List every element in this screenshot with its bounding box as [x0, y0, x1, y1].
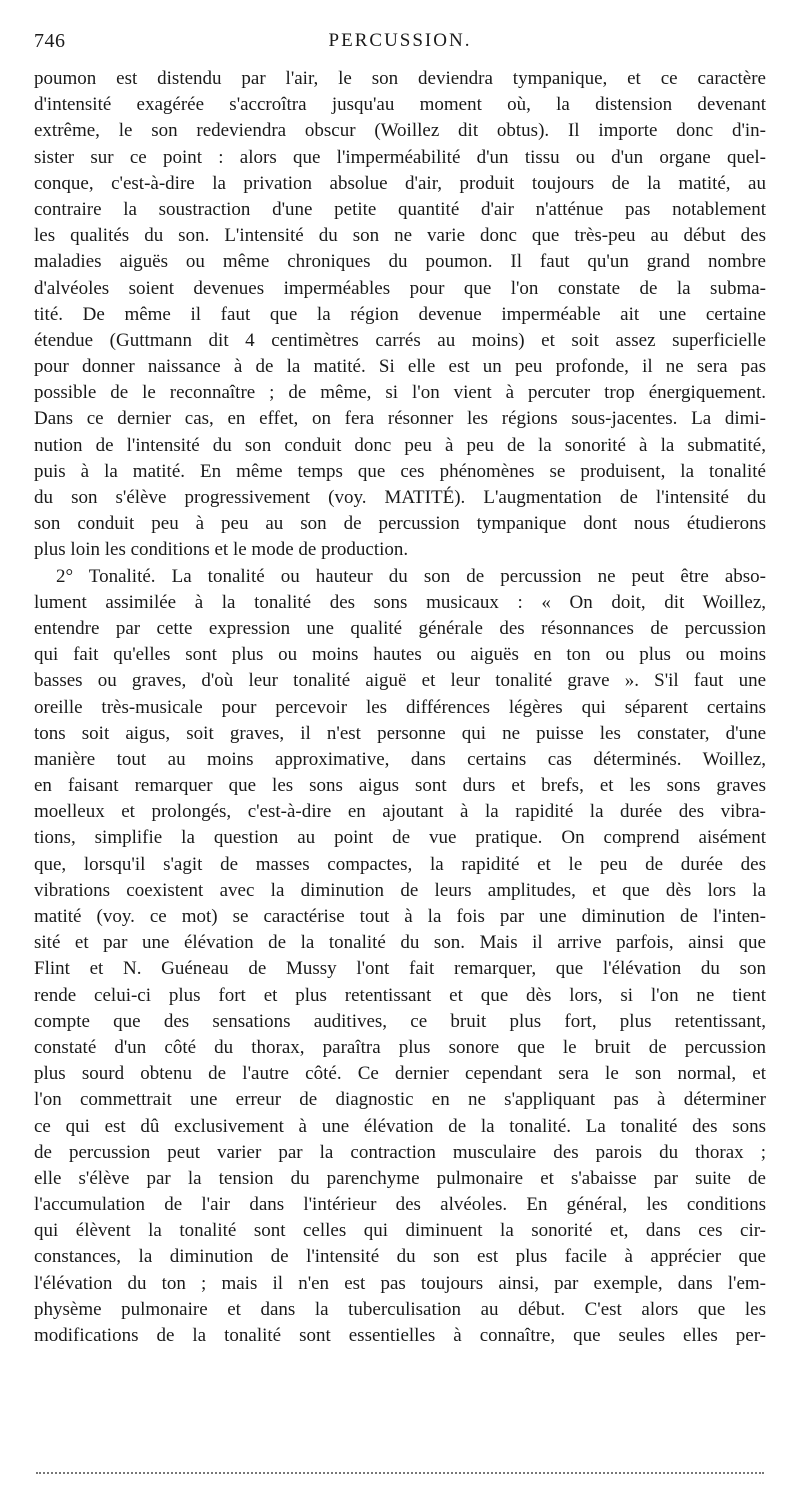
text-line: l'élévation du ton ; mais il n'en est pas toujours ainsi, par exemple, dans l'em-: [34, 1272, 766, 1294]
text-line: que, lorsqu'il s'agit de masses compactes, la rapidité et le peu de durée des: [34, 853, 766, 875]
text-line: lument assimilée à la tonalité des sons musicaux : « On doit, dit Woillez,: [34, 591, 766, 613]
text-line: Flint et N. Guéneau de Mussy l'ont fait remarquer, que l'élévation du son: [34, 958, 766, 980]
text-line: sité et par une élévation de la tonalité du son. Mais il arrive parfois, ainsi que: [34, 932, 766, 954]
text-line: plus loin les conditions et le mode de production.: [34, 539, 409, 561]
text-line: compte que des sensations auditives, ce bruit plus fort, plus retentissant,: [34, 1010, 766, 1032]
text-line: tions, simplifie la question au point de vue pratique. On comprend aisément: [34, 827, 766, 849]
text-line: constaté d'un côté du thorax, paraîtra plus sonore que le bruit de percussion: [34, 1036, 766, 1058]
text-line: basses ou graves, d'où leur tonalité aiguë et leur tonalité grave ». S'il faut une: [34, 670, 766, 692]
text-line: constances, la diminution de l'intensité du son est plus facile à apprécier que: [34, 1246, 766, 1268]
text-line: manière tout au moins approximative, dans certains cas déterminés. Woillez,: [34, 748, 766, 770]
footer-dotted-rule: [36, 1472, 764, 1474]
text-line: plus sourd obtenu de l'autre côté. Ce dernier cependant sera le son normal, et: [34, 1063, 766, 1085]
text-line: conque, c'est-à-dire la privation absolue d'air, produit toujours de la matité, au: [34, 172, 766, 194]
text-line: extrême, le son redeviendra obscur (Woillez dit obtus). Il importe donc d'in-: [34, 120, 766, 142]
text-line: puis à la matité. En même temps que ces phénomènes se produisent, la tonalité: [34, 460, 766, 482]
text-line: contraire la soustraction d'une petite quantité d'air n'atténue pas notablement: [34, 198, 766, 220]
text-line: qui élèvent la tonalité sont celles qui diminuent la sonorité et, dans ces cir-: [34, 1220, 766, 1242]
text-line: possible de le reconnaître ; de même, si l'on vient à percuter trop énergiquement.: [34, 382, 766, 404]
section-heading-line: 2° Tonalité. La tonalité ou hauteur du son de percussion ne peut être abso-: [56, 565, 766, 587]
text-line: elle s'élève par la tension du parenchyme pulmonaire et s'abaisse par suite de: [34, 1167, 766, 1189]
text-line: d'intensité exagérée s'accroîtra jusqu'au moment où, la distension devenant: [34, 94, 766, 116]
text-line: tité. De même il faut que la région devenue imperméable ait une certaine: [34, 303, 766, 325]
running-head: PERCUSSION.: [328, 30, 472, 51]
body-text: [34, 66, 766, 1349]
text-line: moelleux et prolongés, c'est-à-dire en ajoutant à la rapidité la durée des vibra-: [34, 801, 766, 823]
text-line: sister sur ce point : alors que l'imperméabilité d'un tissu ou d'un organe quel-: [34, 146, 766, 168]
text-line: rende celui-ci plus fort et plus retentissant et que dès lors, si l'on ne tient: [34, 984, 766, 1006]
text-line: étendue (Guttmann dit 4 centimètres carrés au moins) et soit assez superficielle: [34, 329, 766, 351]
page-number: 746: [34, 30, 66, 52]
text-line: poumon est distendu par l'air, le son deviendra tympanique, et ce caractère: [34, 68, 766, 89]
text-line: physème pulmonaire et dans la tuberculisation au début. C'est alors que les: [34, 1298, 766, 1320]
text-line: entendre par cette expression une qualité générale des résonnances de percussion: [34, 617, 766, 639]
text-line: oreille très-musicale pour percevoir les différences légères qui séparent certains: [34, 696, 766, 718]
text-line: qui fait qu'elles sont plus ou moins hautes ou aiguës en ton ou plus ou moins: [34, 644, 766, 666]
text-line: Dans ce dernier cas, en effet, on fera résonner les régions sous-jacentes. La dimi-: [34, 408, 766, 430]
page-header: [34, 30, 766, 58]
text-line: du son s'élève progressivement (voy. MATITÉ). L'augmentation de l'intensité du: [34, 487, 766, 508]
text-line: vibrations coexistent avec la diminution de leurs amplitudes, et que dès lors la: [34, 879, 766, 901]
text-line: les qualités du son. L'intensité du son ne varie donc que très-peu au début des: [34, 225, 766, 247]
text-line: l'on commettrait une erreur de diagnostic en ne s'appliquant pas à déterminer: [34, 1089, 766, 1111]
text-line: en faisant remarquer que les sons aigus sont durs et brefs, et les sons graves: [34, 775, 766, 797]
text-line: modifications de la tonalité sont essentielles à connaître, que seules elles per-: [34, 1325, 766, 1346]
text-line: tons soit aigus, soit graves, il n'est personne qui ne puisse les constater, d'une: [34, 722, 766, 744]
text-line: l'accumulation de l'air dans l'intérieur des alvéoles. En général, les conditions: [34, 1194, 766, 1216]
text-line: de percussion peut varier par la contraction musculaire des parois du thorax ;: [34, 1141, 766, 1163]
text-line: matité (voy. ce mot) se caractérise tout à la fois par une diminution de l'inten-: [34, 906, 766, 927]
text-line: d'alvéoles soient devenues imperméables pour que l'on constate de la subma-: [34, 277, 766, 299]
text-line: maladies aiguës ou même chroniques du poumon. Il faut qu'un grand nombre: [34, 251, 766, 273]
text-line: pour donner naissance à de la matité. Si elle est un peu profonde, il ne sera pas: [34, 356, 766, 378]
text-line: nution de l'intensité du son conduit donc peu à peu de la sonorité à la submatité,: [34, 434, 766, 456]
text-line: ce qui est dû exclusivement à une élévation de la tonalité. La tonalité des sons: [34, 1115, 766, 1137]
text-line: son conduit peu à peu au son de percussion tympanique dont nous étudierons: [34, 513, 766, 535]
